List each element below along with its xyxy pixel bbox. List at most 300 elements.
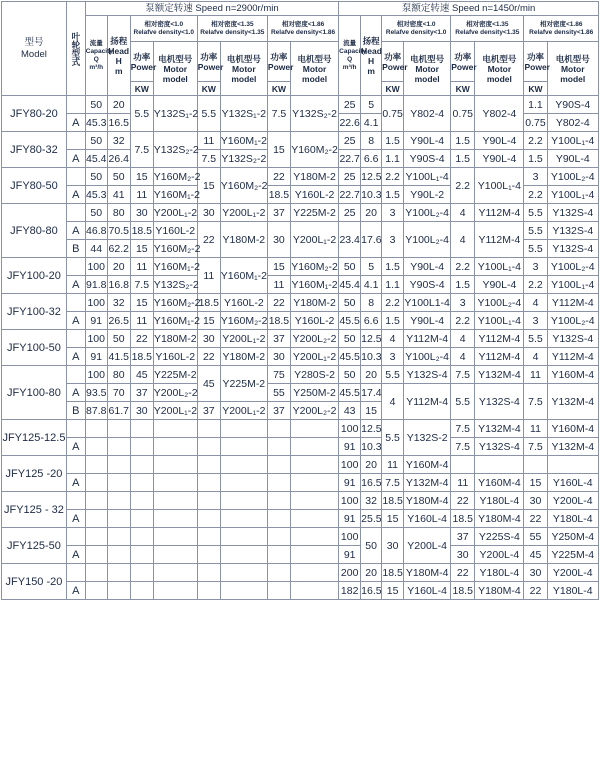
table-cell (197, 438, 220, 456)
model-cell: JFY80-32 (2, 132, 67, 168)
impeller-cell: A (66, 438, 85, 456)
density-1-0-header: 相对密度<1.0 Relafve density<1.0 (382, 16, 451, 42)
table-cell (153, 564, 197, 582)
power-header: 功率 Power (382, 42, 404, 82)
table-cell: Y132S-4 (547, 204, 599, 222)
table-cell (267, 420, 290, 438)
table-cell (85, 582, 107, 600)
table-cell: 7.5 (524, 438, 547, 456)
table-cell: 22.7 (339, 150, 361, 168)
table-cell: Y200L₂-2 (290, 330, 338, 348)
table-cell (547, 456, 599, 474)
table-cell: 0.75 (524, 114, 547, 132)
table-cell: Y180M-4 (404, 492, 451, 510)
kw-header: KW (382, 82, 404, 96)
table-cell: Y200L-4 (547, 564, 599, 582)
table-cell: 4 (524, 348, 547, 366)
table-row (2, 312, 599, 330)
table-cell (107, 456, 130, 474)
table-cell (267, 474, 290, 492)
table-cell: 22 (451, 564, 475, 582)
impeller-cell: A (66, 150, 85, 168)
table-cell (107, 492, 130, 510)
pump-spec-table (1, 1, 599, 600)
table-cell: 37 (130, 384, 153, 402)
table-cell (85, 510, 107, 528)
table-cell: Y160L-2 (290, 186, 338, 204)
table-cell: 1.5 (451, 150, 475, 168)
impeller-cell (66, 294, 85, 312)
table-cell: 91 (85, 348, 107, 366)
table-cell: 1.5 (524, 150, 547, 168)
table-cell: Y132M-4 (547, 384, 599, 420)
table-cell (130, 456, 153, 474)
table-cell: Y200L₂-2 (153, 384, 197, 402)
table-cell (290, 456, 338, 474)
table-cell: Y132S₁-2 (220, 96, 267, 132)
table-cell: Y200L-4 (547, 492, 599, 510)
model-cell: JFY150 -20 (2, 564, 67, 600)
table-cell: Y100L₁-4 (404, 168, 451, 186)
table-cell: 6.6 (361, 312, 382, 330)
table-cell: Y200L₁-2 (220, 402, 267, 420)
table-cell: 3 (382, 222, 404, 258)
table-row (2, 366, 599, 384)
power-header: 功率 Power (197, 42, 220, 82)
table-cell: 11 (197, 132, 220, 150)
table-row (2, 546, 599, 564)
kw-header: KW (451, 82, 475, 96)
table-cell: 7.5 (267, 96, 290, 132)
table-cell: 4.1 (361, 114, 382, 132)
table-cell (197, 564, 220, 582)
table-cell (153, 420, 197, 438)
table-cell: Y160M₁-2 (153, 312, 197, 330)
table-cell: 22.7 (339, 186, 361, 204)
table-cell: Y200L₁-2 (220, 204, 267, 222)
table-cell: 45.5 (339, 348, 361, 366)
table-cell (107, 474, 130, 492)
impeller-cell (66, 528, 85, 546)
table-cell: Y200L₁-2 (153, 204, 197, 222)
table-cell: Y160L-4 (404, 510, 451, 528)
table-cell: Y100L₁-4 (475, 258, 524, 276)
table-cell: Y250M-2 (290, 384, 338, 402)
table-cell: Y112M-4 (547, 348, 599, 366)
table-cell: 1.5 (382, 312, 404, 330)
table-cell: 2.2 (524, 276, 547, 294)
table-row (2, 258, 599, 276)
table-cell: 37 (197, 402, 220, 420)
table-cell: 5.5 (382, 420, 404, 456)
table-cell: 100 (339, 420, 361, 438)
model-cell: JFY125-50 (2, 528, 67, 564)
table-cell: 11 (130, 312, 153, 330)
table-cell: Y132S-4 (547, 330, 599, 348)
table-cell: Y112M-4 (404, 384, 451, 420)
table-cell (130, 582, 153, 600)
table-cell (267, 564, 290, 582)
model-cell: JFY80-80 (2, 204, 67, 258)
table-cell: 12.5 (361, 330, 382, 348)
table-cell: 5.5 (197, 96, 220, 132)
table-cell: 20 (361, 366, 382, 384)
table-row (2, 510, 599, 528)
table-cell: Y132M-4 (475, 366, 524, 384)
impeller-cell: B (66, 240, 85, 258)
density-1-0-header: 相对密度<1.0 Relafve density<1.0 (130, 16, 197, 42)
table-cell: 91.8 (85, 276, 107, 294)
table-cell (85, 420, 107, 438)
table-cell: 30 (130, 402, 153, 420)
table-cell: 5.5 (524, 204, 547, 222)
table-cell: 4 (451, 204, 475, 222)
table-cell: Y100L₂-4 (547, 258, 599, 276)
table-cell: 100 (339, 456, 361, 474)
head-header: 扬程 Head H m (361, 16, 382, 96)
table-cell: Y90S-4 (547, 96, 599, 114)
table-cell: 5.5 (382, 366, 404, 384)
table-cell (130, 474, 153, 492)
table-cell: 15 (197, 168, 220, 204)
table-cell: Y180L-4 (475, 564, 524, 582)
table-cell: Y100L₁-4 (475, 168, 524, 204)
table-cell: 32 (107, 294, 130, 312)
table-cell (107, 528, 130, 546)
table-cell: 7.5 (197, 150, 220, 168)
impeller-cell (66, 456, 85, 474)
model-cell: JFY100-80 (2, 366, 67, 420)
table-cell: 18.5 (267, 186, 290, 204)
table-cell: 20 (361, 204, 382, 222)
table-cell (267, 546, 290, 564)
table-cell (197, 492, 220, 510)
table-cell: Y200L₁-2 (290, 348, 338, 366)
table-cell: 25 (339, 204, 361, 222)
table-cell (197, 582, 220, 600)
table-cell (220, 582, 267, 600)
impeller-cell (66, 258, 85, 276)
table-cell: 45 (130, 366, 153, 384)
table-cell (197, 528, 220, 546)
table-cell: 5 (361, 96, 382, 114)
table-cell (290, 546, 338, 564)
table-cell: 2.2 (451, 258, 475, 276)
table-cell: 18.5 (451, 582, 475, 600)
table-row (2, 564, 599, 582)
table-cell (267, 510, 290, 528)
table-cell: Y132S₂-2 (290, 96, 338, 132)
table-cell (290, 474, 338, 492)
table-cell: Y90L-4 (475, 276, 524, 294)
table-cell: 45 (197, 366, 220, 402)
table-cell: 23.4 (339, 222, 361, 258)
table-cell: 30 (267, 348, 290, 366)
table-cell: 4 (382, 330, 404, 348)
table-cell: Y160L-2 (153, 348, 197, 366)
table-cell: 91 (339, 510, 361, 528)
impeller-cell (66, 132, 85, 150)
table-cell: 5 (361, 258, 382, 276)
table-cell: 1.5 (451, 276, 475, 294)
table-cell: Y132M-4 (404, 474, 451, 492)
table-cell: Y160M₁-2 (220, 132, 267, 150)
table-cell (107, 510, 130, 528)
table-cell: Y180L-4 (547, 582, 599, 600)
kw-header: KW (130, 82, 153, 96)
table-cell (290, 510, 338, 528)
table-cell: 182 (339, 582, 361, 600)
table-cell (220, 420, 267, 438)
table-cell: 8 (361, 294, 382, 312)
table-cell: 0.75 (451, 96, 475, 132)
table-cell: 1.5 (382, 132, 404, 150)
table-cell: Y132S₂-2 (153, 132, 197, 168)
table-row (2, 276, 599, 294)
impeller-cell: A (66, 546, 85, 564)
table-cell: 18.5 (267, 312, 290, 330)
table-cell: Y250M-4 (547, 528, 599, 546)
table-row (2, 582, 599, 600)
table-cell: Y200L-4 (404, 528, 451, 564)
impeller-cell: A (66, 348, 85, 366)
table-cell (220, 438, 267, 456)
table-cell: Y225M-2 (220, 366, 267, 402)
motor-model-header: 电机型号 Motor model (290, 42, 338, 96)
table-cell: Y200L-4 (475, 546, 524, 564)
table-cell: Y100L1-4 (404, 294, 451, 312)
motor-model-header: 电机型号 Motor model (220, 42, 267, 96)
table-cell (85, 438, 107, 456)
table-cell: 50 (85, 96, 107, 114)
table-cell: 45.3 (85, 186, 107, 204)
table-row (2, 384, 599, 402)
table-cell: 50 (339, 330, 361, 348)
table-cell (290, 492, 338, 510)
table-cell (153, 492, 197, 510)
table-cell: 50 (107, 330, 130, 348)
table-row (2, 492, 599, 510)
table-cell: Y112M-4 (547, 294, 599, 312)
table-cell: Y100L₂-4 (404, 348, 451, 366)
table-row (2, 168, 599, 186)
table-cell: 2.2 (524, 186, 547, 204)
table-cell: Y90L-4 (404, 312, 451, 330)
table-cell: 18.5 (197, 294, 220, 312)
table-cell: 12.5 (361, 420, 382, 438)
table-cell: 15 (382, 582, 404, 600)
table-cell: 4.1 (361, 276, 382, 294)
table-cell: Y100L₁-4 (475, 312, 524, 330)
table-cell: 7.5 (524, 384, 547, 420)
table-cell (267, 456, 290, 474)
table-cell: 11 (451, 474, 475, 492)
table-cell: 91 (85, 312, 107, 330)
table-cell: Y160M₂-2 (290, 132, 338, 168)
table-cell: 22 (130, 330, 153, 348)
head-header: 扬程 Head H m (107, 16, 130, 96)
impeller-cell (66, 330, 85, 348)
table-cell: Y100L₂-4 (404, 222, 451, 258)
density-1-35-header: 相对密度<1.35 Relafve density<1.35 (197, 16, 267, 42)
table-cell: 91 (339, 546, 361, 564)
table-cell: 18.5 (382, 492, 404, 510)
table-cell: 41.5 (107, 348, 130, 366)
table-cell (220, 474, 267, 492)
table-cell: 16.5 (107, 114, 130, 132)
table-cell: Y180L-4 (547, 510, 599, 528)
table-cell: 18.5 (130, 348, 153, 366)
impeller-cell: A (66, 474, 85, 492)
table-cell: 45.5 (339, 384, 361, 402)
table-cell: Y112M-4 (475, 330, 524, 348)
table-cell: Y200L₁-2 (220, 330, 267, 348)
table-cell: 20 (107, 258, 130, 276)
table-cell: 22 (197, 348, 220, 366)
table-cell: 93.5 (85, 384, 107, 402)
table-cell (267, 438, 290, 456)
table-cell: 3 (451, 294, 475, 312)
table-cell: Y90L-4 (404, 258, 451, 276)
table-cell: Y160M₂-2 (290, 258, 338, 276)
table-cell (153, 546, 197, 564)
model-cell: JFY80-50 (2, 168, 67, 204)
table-cell (267, 528, 290, 546)
table-cell (85, 546, 107, 564)
table-cell: 62.2 (107, 240, 130, 258)
table-cell: Y132S-2 (404, 420, 451, 456)
table-cell: 2.2 (382, 294, 404, 312)
table-cell: 15 (130, 168, 153, 186)
model-cell: JFY125 - 32 (2, 492, 67, 528)
table-cell: 50 (361, 528, 382, 564)
table-cell: Y112M-4 (404, 330, 451, 348)
table-cell: Y90L-4 (547, 150, 599, 168)
speed-1450-header: 泵额定转速 Speed n=1450r/min (339, 2, 599, 16)
table-cell (220, 564, 267, 582)
table-cell (85, 456, 107, 474)
impeller-cell (66, 168, 85, 186)
table-cell: 37 (267, 204, 290, 222)
table-cell: 43 (339, 402, 361, 420)
table-cell: 100 (339, 528, 361, 546)
table-cell: 16.8 (107, 276, 130, 294)
table-cell: Y100L₂-4 (404, 204, 451, 222)
table-cell (197, 510, 220, 528)
table-cell (290, 420, 338, 438)
table-cell (107, 420, 130, 438)
table-cell: 4 (524, 294, 547, 312)
table-cell (130, 420, 153, 438)
impeller-cell (66, 492, 85, 510)
table-cell: 50 (339, 366, 361, 384)
impeller-cell: A (66, 510, 85, 528)
table-cell: 5.5 (524, 330, 547, 348)
table-row (2, 438, 599, 456)
table-cell: 20 (361, 564, 382, 582)
power-header: 功率 Power (130, 42, 153, 82)
table-cell: 100 (85, 330, 107, 348)
table-cell: 50 (85, 132, 107, 150)
table-cell (153, 438, 197, 456)
table-cell: 11 (197, 258, 220, 294)
table-cell: Y160L-2 (153, 222, 197, 240)
table-cell: 2.2 (382, 168, 404, 186)
table-cell (290, 564, 338, 582)
impeller-type-header: 叶轮型式 (66, 2, 85, 96)
table-cell: 11 (130, 186, 153, 204)
table-cell: 30 (267, 222, 290, 258)
table-cell: 45 (524, 546, 547, 564)
table-cell: Y132S-4 (547, 222, 599, 240)
table-cell (267, 582, 290, 600)
table-cell: Y160M₂-2 (220, 312, 267, 330)
table-cell (107, 582, 130, 600)
table-cell: 100 (85, 294, 107, 312)
table-cell: 25 (339, 132, 361, 150)
table-cell: 5.5 (451, 384, 475, 420)
table-cell: 11 (267, 276, 290, 294)
table-cell: 37 (451, 528, 475, 546)
table-row (2, 2, 599, 16)
table-cell (153, 528, 197, 546)
table-cell: 20 (361, 456, 382, 474)
table-cell: 25 (339, 168, 361, 186)
table-cell: 7.5 (451, 366, 475, 384)
table-row (2, 348, 599, 366)
table-cell: 16.5 (361, 582, 382, 600)
model-cell: JFY100-20 (2, 258, 67, 294)
table-cell: 70.5 (107, 222, 130, 240)
table-cell: 30 (382, 528, 404, 564)
capacity-header: 流量 Capacity Q m³/h (339, 16, 361, 96)
table-cell: Y90L-4 (475, 132, 524, 150)
table-cell: Y180M-2 (220, 348, 267, 366)
table-cell: Y132M-4 (547, 438, 599, 456)
table-cell: 15 (197, 312, 220, 330)
table-cell: 1.1 (524, 96, 547, 114)
table-cell: Y160L-2 (290, 312, 338, 330)
table-cell: 32 (361, 492, 382, 510)
table-cell: 25 (339, 96, 361, 114)
impeller-cell: A (66, 312, 85, 330)
table-cell: 7.5 (451, 420, 475, 438)
table-cell (107, 546, 130, 564)
table-cell: Y280S-2 (290, 366, 338, 384)
table-cell: Y180M-4 (475, 582, 524, 600)
table-cell: 17.6 (361, 222, 382, 258)
table-cell: 22 (267, 168, 290, 186)
table-cell: 22 (197, 222, 220, 258)
table-row (2, 16, 599, 42)
table-cell: 50 (107, 168, 130, 186)
table-cell (197, 420, 220, 438)
table-row (2, 222, 599, 240)
table-cell: 22 (524, 582, 547, 600)
table-row (2, 132, 599, 150)
table-cell: 26.5 (107, 312, 130, 330)
density-1-35-header: 相对密度<1.35 Relafve density<1.35 (451, 16, 524, 42)
table-cell: 22.6 (339, 114, 361, 132)
table-cell (85, 528, 107, 546)
table-cell: Y160M-4 (475, 474, 524, 492)
table-cell: Y112M-4 (475, 204, 524, 222)
table-cell: 7.5 (382, 474, 404, 492)
table-cell: Y180M-2 (153, 330, 197, 348)
table-cell (220, 528, 267, 546)
table-cell: 30 (197, 330, 220, 348)
impeller-cell (66, 204, 85, 222)
